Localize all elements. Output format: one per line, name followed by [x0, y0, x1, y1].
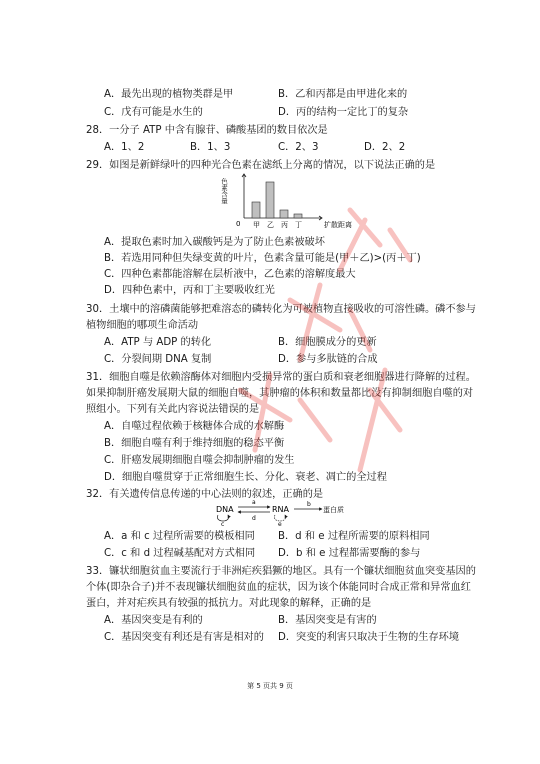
label-a: a [252, 499, 256, 506]
q31-option-a: A．自噬过程依赖于核糖体合成的水解酶 [104, 421, 285, 432]
q29-option-b: B．若选用同种但失绿变黄的叶片，色素含量可能是(甲＋乙)>(丙＋丁) [104, 253, 421, 264]
x-axis-label: 扩散距离 [324, 221, 352, 229]
q32-stem: 32．有关遗传信息传递的中心法则的叙述，正确的是 [86, 489, 324, 500]
q32-option-d: D．b 和 e 过程都需要酶的参与 [278, 548, 421, 559]
q31-option-c: C．肝癌发展期细胞自噬会抑制肿瘤的发生 [104, 455, 295, 466]
q30-option-d: D．参与多肽链的合成 [278, 354, 378, 365]
q29-option-c: C．四种色素都能溶解在层析液中，乙色素的溶解度最大 [104, 269, 356, 280]
q27-option-a: A．最先出现的植物类群是甲 [104, 89, 234, 100]
q31-stem-line2: 如果抑制肝癌发展期大鼠的细胞自噬，其肿瘤的体积和数量都比没有抑制细胞自噬的对 [86, 388, 474, 399]
page-footer: 第 5 页共 9 页 [247, 682, 293, 690]
q28-option-c: C．2、3 [278, 142, 319, 153]
origin-label: 0 [236, 220, 241, 228]
q30-option-c: C．分裂间期 DNA 复制 [104, 354, 212, 365]
label-b: b [307, 501, 311, 508]
q31-stem-line1: 31．细胞自噬是依赖溶酶体对细胞内受损异常的蛋白质和衰老细胞器进行降解的过程。 [86, 372, 476, 383]
q27-option-b: B．乙和丙都是由甲进化来的 [278, 89, 408, 100]
q31-stem-line3: 照组小。下列有关此内容说法错误的是 [86, 404, 260, 415]
q33-stem-line1: 33．镰状细胞贫血主要流行于非洲疟疾猖獗的地区。具有一个镰状细胞贫血突变基因的 [86, 566, 476, 577]
q29-option-d: D．四种色素中，丙和丁主要吸收红光 [104, 285, 275, 296]
pigment-bar-chart [216, 168, 366, 234]
q30-option-a: A．ATP 与 ADP 的转化 [104, 337, 212, 348]
q28-option-d: D．2、2 [364, 142, 406, 153]
protein-label: 蛋白质 [323, 506, 344, 514]
q32-option-a: A．a 和 c 过程所需要的模板相同 [104, 531, 255, 542]
q31-option-b: B．细胞自噬有利于维持细胞的稳态平衡 [104, 438, 285, 449]
q30-stem-line1: 30．土壤中的溶磷菌能够把难溶态的磷转化为可被植物直接吸收的可溶性磷。磷不参与 [86, 304, 476, 315]
q32-option-b: B．d 和 e 过程所需要的原料相同 [278, 531, 430, 542]
q28-stem: 28．一分子 ATP 中含有腺苷、磷酸基团的数目依次是 [86, 125, 328, 136]
bar-3 [280, 210, 288, 218]
y-axis-label: 色素含量 [220, 178, 228, 204]
label-c: c [221, 521, 225, 526]
label-e: e [278, 521, 282, 526]
q33-option-d: D．突变的利害只取决于生物的生存环境 [278, 632, 460, 643]
rna-label: RNA [272, 505, 290, 514]
category-label-4: 丁 [295, 221, 302, 229]
q33-option-b: B．基因突变是有害的 [278, 615, 377, 626]
q29-option-a: A．提取色素时加入碳酸钙是为了防止色素被破坏 [104, 237, 325, 248]
q33-option-c: C．基因突变有利还是有害是相对的 [104, 632, 264, 643]
q33-stem-line2: 个体(即杂合子)并不表现镰状细胞贫血的症状，因为该个体能同时合成正常和异常血红 [86, 582, 471, 593]
q30-option-b: B．细胞膜成分的更新 [278, 337, 377, 348]
central-dogma-diagram [212, 496, 352, 526]
q33-stem-line3: 蛋白，并对疟疾具有较强的抵抗力。对此现象的解释，正确的是 [86, 598, 372, 609]
category-label-2: 乙 [267, 221, 274, 229]
label-d: d [252, 515, 256, 522]
q30-stem-line2: 植物细胞的哪项生命活动 [86, 320, 199, 331]
q33-option-a: A．基因突变是有利的 [104, 615, 203, 626]
q29-stem: 29．如图是新鲜绿叶的四种光合色素在滤纸上分离的情况，以下说法正确的是 [86, 160, 436, 171]
q27-option-d: D．丙的结构一定比丁的复杂 [278, 107, 409, 118]
bar-1 [252, 202, 260, 218]
bar-2 [266, 182, 274, 218]
category-label-3: 丙 [281, 221, 288, 229]
category-label-1: 甲 [253, 221, 260, 229]
bar-4 [294, 214, 302, 218]
dna-label: DNA [216, 505, 234, 514]
q27-option-c: C．戊有可能是水生的 [104, 107, 203, 118]
q32-option-c: C．c 和 d 过程碱基配对方式相同 [104, 548, 256, 559]
q28-option-a: A．1、2 [104, 142, 145, 153]
q28-option-b: B．1、3 [190, 142, 231, 153]
q31-option-d: D．细胞自噬贯穿于正常细胞生长、分化、衰老、凋亡的全过程 [104, 472, 387, 483]
